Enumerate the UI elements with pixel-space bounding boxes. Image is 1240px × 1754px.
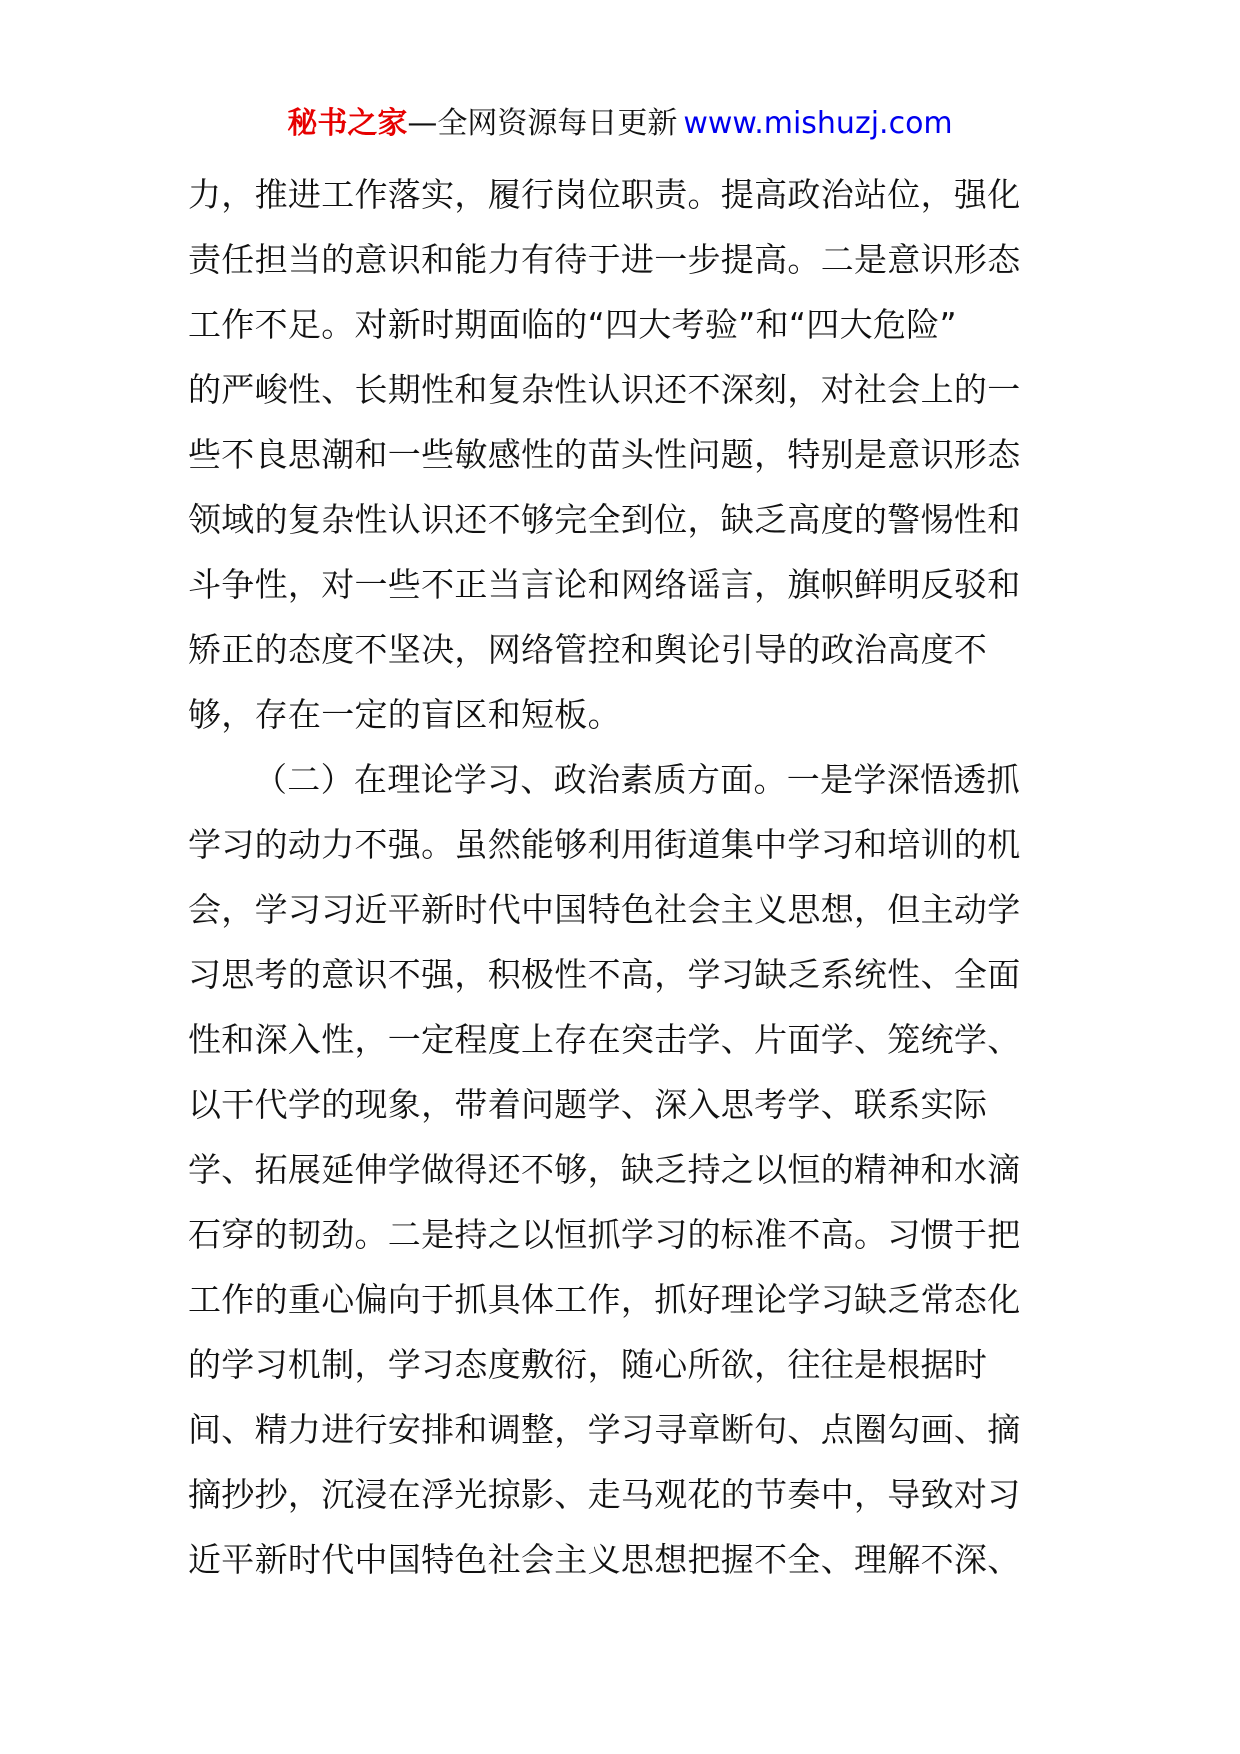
text-line: 习思考的意识不强，积极性不高，学习缺乏系统性、全面 xyxy=(188,955,1021,994)
text-line: 的学习机制，学习态度敷衍，随心所欲，往往是根据时 xyxy=(188,1345,988,1384)
text-line: 性和深入性，一定程度上存在突击学、片面学、笼统学、 xyxy=(188,1020,1021,1059)
text-line: 间、精力进行安排和调整，学习寻章断句、点圈勾画、摘 xyxy=(188,1410,1021,1449)
text-line: 学、拓展延伸学做得还不够，缺乏持之以恒的精神和水滴 xyxy=(188,1150,1021,1189)
text-line: 石穿的韧劲。二是持之以恒抓学习的标准不高。习惯于把 xyxy=(188,1215,1021,1254)
text-line: 矫正的态度不坚决，网络管控和舆论引导的政治高度不 xyxy=(188,630,988,669)
text-line: 近平新时代中国特色社会主义思想把握不全、理解不深、 xyxy=(188,1540,1021,1579)
site-brand: 秘书之家 xyxy=(287,106,408,141)
text-line: 些不良思潮和一些敏感性的苗头性问题，特别是意识形态 xyxy=(188,435,1021,474)
document-body xyxy=(188,162,1064,1592)
text-line: 责任担当的意识和能力有待于进一步提高。二是意识形态 xyxy=(188,240,1021,279)
text-line: 力，推进工作落实，履行岗位职责。提高政治站位，强化 xyxy=(188,175,1021,214)
text-line: 的严峻性、长期性和复杂性认识还不深刻，对社会上的一 xyxy=(188,370,1021,409)
text-line: 工作不足。对新时期面临的“四大考验”和“四大危险” xyxy=(188,305,957,344)
site-tagline: —全网资源每日更新 xyxy=(407,106,678,141)
text-line: 学习的动力不强。虽然能够利用街道集中学习和培训的机 xyxy=(188,825,1021,864)
text-line: 以干代学的现象，带着问题学、深入思考学、联系实际 xyxy=(188,1085,988,1124)
text-line: 工作的重心偏向于抓具体工作，抓好理论学习缺乏常态化 xyxy=(188,1280,1021,1319)
text-line: 斗争性，对一些不正当言论和网络谣言，旗帜鲜明反驳和 xyxy=(188,565,1021,604)
text-line: 会，学习习近平新时代中国特色社会主义思想，但主动学 xyxy=(188,890,1021,929)
site-header xyxy=(0,104,1240,144)
text-line: 够，存在一定的盲区和短板。 xyxy=(188,695,621,734)
text-line: 领域的复杂性认识还不够完全到位，缺乏高度的警惕性和 xyxy=(188,500,1021,539)
section-heading-line: （二）在理论学习、政治素质方面。一是学深悟透抓 xyxy=(254,760,1020,799)
text-line: 摘抄抄，沉浸在浮光掠影、走马观花的节奏中，导致对习 xyxy=(188,1475,1021,1514)
site-url-link[interactable]: www.mishuzj.com xyxy=(683,106,953,141)
